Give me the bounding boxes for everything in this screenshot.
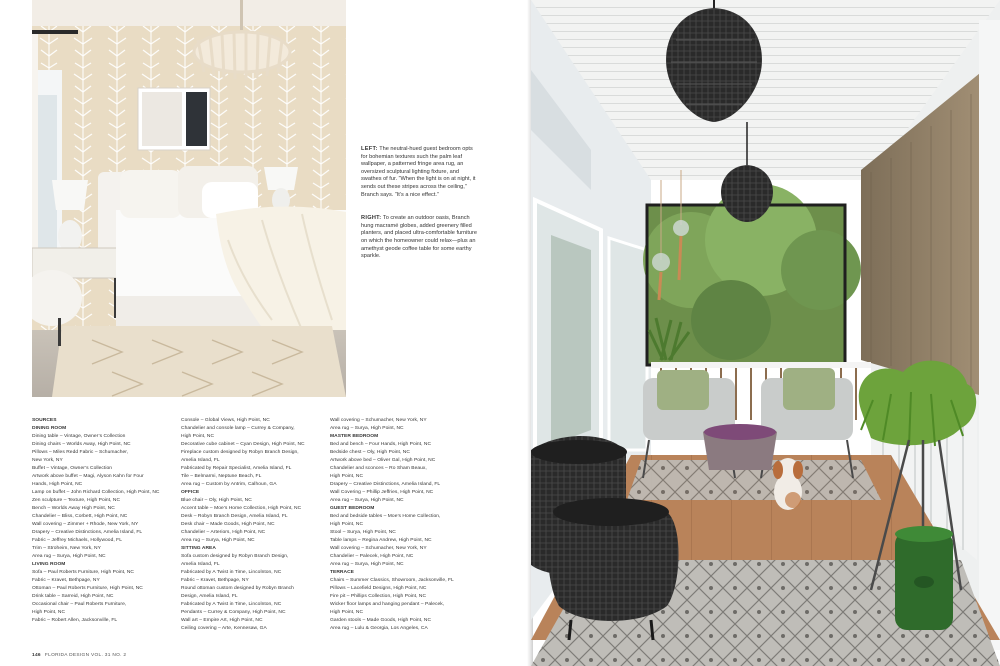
source-line: Area rug – Custom by Antrim, Calhoun, GA bbox=[181, 482, 277, 487]
source-line: Wall covering – Schumacher, New York, NY bbox=[330, 546, 427, 551]
caption-left: LEFT: The neutral-hued guest bedroom opts for bohemian textures such the palm leaf wallpaper, a patterned fringe area rug, an oversized sculptural lighting fixture, and swathes of fur. “When the light is on at night, it sends out these stripes across the ceiling,” Branch says. “It’s a nice effect.” bbox=[361, 146, 476, 198]
source-line: Table lamps – Regina Andrew, High Point, NC bbox=[330, 538, 432, 543]
source-line: Artwork above buffet – Magi, Alyson Kahn for Four bbox=[32, 474, 144, 479]
source-line: Trim – Stroheim, New York, NY bbox=[32, 546, 101, 551]
source-line: Stool – Surya, High Point, NC bbox=[330, 530, 396, 535]
source-line: Area rug – Surya, High Point, NC bbox=[32, 554, 106, 559]
source-line: Dining chairs – Worlds Away, High Point, NC bbox=[32, 442, 131, 447]
source-line: Chandelier and console lamp – Currey & Company, bbox=[181, 426, 295, 431]
source-line: Amelia Island, FL bbox=[181, 562, 220, 567]
source-line: Desk chair – Made Goods, High Point, NC bbox=[181, 522, 275, 527]
source-line: High Point, NC bbox=[32, 610, 66, 615]
source-line: Ottoman – Paul Roberts Furniture, High Point, NC bbox=[32, 586, 143, 591]
source-line: Fabric – Jeffrey Michaels, Hollywood, FL bbox=[32, 538, 122, 543]
source-line: New York, NY bbox=[32, 458, 63, 463]
source-line: Area rug – Surya, High Point, NC bbox=[330, 426, 404, 431]
source-line: Decorative cube cabinet – Cyan Design, High Point, NC bbox=[181, 442, 305, 447]
source-line: Fabric – Kravet, Bethpage, NY bbox=[32, 578, 100, 583]
source-line: Bench – Worlds Away High Point, NC bbox=[32, 506, 115, 511]
magazine-issue: FLORIDA DESIGN VOL. 31 NO. 2 bbox=[44, 653, 127, 658]
photo-captions bbox=[361, 146, 479, 277]
source-line: Amelia Island, FL bbox=[181, 458, 220, 463]
source-line: Bedside chest – Oly, High Point, NC bbox=[330, 450, 410, 455]
source-line: Drink table – Sarreid, High Point, NC bbox=[32, 594, 114, 599]
source-section-heading: MASTER BEDROOM bbox=[330, 434, 379, 439]
source-section-heading: GUEST BEDROOM bbox=[330, 506, 375, 511]
source-line: Area rug – Surya, High Point, NC bbox=[181, 538, 255, 543]
source-line: Tile – Belmarmi, Neptune Beach, FL bbox=[181, 474, 262, 479]
source-section-heading: SITTING AREA bbox=[181, 546, 216, 551]
source-line: Chairs – Summer Classics, Showroom, Jacksonville, FL bbox=[330, 578, 454, 583]
source-line: Chandelier – Palecek, High Point, NC bbox=[330, 554, 414, 559]
source-line: Area rug – Surya, High Point, NC bbox=[330, 498, 404, 503]
terrace-photo bbox=[531, 0, 1000, 666]
source-line: Wall covering – Zimmer + Rhode, New York, NY bbox=[32, 522, 139, 527]
source-section-heading: TERRACE bbox=[330, 570, 354, 575]
source-line: Desk – Robyn Branch Design, Amelia Island, FL bbox=[181, 514, 288, 519]
source-line: High Point, NC bbox=[330, 610, 364, 615]
source-line: Chandelier and sconces – Ro Sham Beaux, bbox=[330, 466, 427, 471]
source-line: Ceiling covering – Arte, Kennesaw, GA bbox=[181, 626, 267, 631]
source-line: Drapery – Creative Distinctions, Amelia Island, FL bbox=[330, 482, 441, 487]
source-line: Zen sculpture – Texture, High Point, NC bbox=[32, 498, 121, 503]
source-section-heading: DINING ROOM bbox=[32, 426, 67, 431]
source-line: Round ottoman custom designed by Robyn Branch bbox=[181, 586, 294, 591]
source-line: Sofa custom designed by Robyn Branch Design, bbox=[181, 554, 289, 559]
source-line: Accent table – Moe’s Home Collection, High Point, NC bbox=[181, 506, 302, 511]
page-number: 146 bbox=[32, 653, 41, 658]
source-line: Bed and bedside tables – Moe’s Home Collection, bbox=[330, 514, 441, 519]
source-line: Chandelier – Arteriors, High Point, NC bbox=[181, 530, 266, 535]
source-line: Wall covering – Schumacher, New York, NY bbox=[330, 418, 427, 423]
source-line: Wall art – Empire Art, High Point, NC bbox=[181, 618, 263, 623]
source-line: Fabric – Robert Allen, Jacksonville, FL bbox=[32, 618, 118, 623]
source-line: Blue chair – Oly, High Point, NC bbox=[181, 498, 252, 503]
sources-column-2 bbox=[181, 417, 321, 633]
guest-bedroom-photo bbox=[32, 0, 346, 397]
source-line: Fire pit – Phillips Collection, High Point, NC bbox=[330, 594, 427, 599]
sources-column-1 bbox=[32, 417, 172, 625]
source-line: Wall Covering – Phillip Jeffries, High Point, NC bbox=[330, 490, 434, 495]
source-line: Dining table – Vintage, Owner’s Collection bbox=[32, 434, 126, 439]
source-line: Garden stools – Made Goods, High Point, NC bbox=[330, 618, 432, 623]
source-line: Sofa – Paul Roberts Furniture, High Point, NC bbox=[32, 570, 135, 575]
source-line: Console – Global Views, High Point, NC bbox=[181, 418, 270, 423]
source-line: Pillows – Miles Redd Fabric – Schumacher, bbox=[32, 450, 129, 455]
source-line: High Point, NC bbox=[330, 474, 364, 479]
source-line: Drapery – Creative Distinctions, Amelia Island, FL bbox=[32, 530, 143, 535]
source-section-heading: LIVING ROOM bbox=[32, 562, 66, 567]
caption-right: RIGHT: To create an outdoor oasis, Branch hung macramé globes, added greenery filled planters, and placed ultra-comfortable furniture on which the homeowner could relax—plus an amethyst geode coffee table for some earthy sparkle. bbox=[361, 215, 477, 260]
source-line: Fabricated by Repair Specialist, Amelia Island, FL bbox=[181, 466, 292, 471]
source-section-heading: OFFICE bbox=[181, 490, 200, 495]
source-line: Artwork above bed – Oliver Gal, High Point, NC bbox=[330, 458, 436, 463]
source-line: Wicker floor lamps and hanging pendant – Palecek, bbox=[330, 602, 445, 607]
source-line: Pillows – Lacefield Designs, High Point, NC bbox=[330, 586, 427, 591]
source-line: Occasional chair – Paul Roberts Furniture, bbox=[32, 602, 127, 607]
source-line: Buffet – Vintage, Owner’s Collection bbox=[32, 466, 113, 471]
source-line: Hands, High Point, NC bbox=[32, 482, 83, 487]
source-line: Fireplace custom designed by Robyn Branch Design, bbox=[181, 450, 299, 455]
sources-column-3 bbox=[330, 417, 470, 633]
source-line: Fabricated by A Twist in Time, Lincolnton, NC bbox=[181, 602, 282, 607]
source-line: Pendants – Currey & Company, High Point, NC bbox=[181, 610, 286, 615]
source-section-heading: SOURCES bbox=[32, 418, 57, 423]
source-line: Bed and bench – Four Hands, High Point, NC bbox=[330, 442, 432, 447]
source-line: Chandelier – Bliss, Corbett, High Point, NC bbox=[32, 514, 128, 519]
source-line: Design, Amelia Island, FL bbox=[181, 594, 238, 599]
source-line: Fabric – Kravet, Bethpage, NY bbox=[181, 578, 249, 583]
source-line: Area rug – Lulu & Georgia, Los Angeles, CA bbox=[330, 626, 428, 631]
source-line: Fabricated by A Twist in Time, Lincolnton, NC bbox=[181, 570, 282, 575]
source-line: High Point, NC bbox=[181, 434, 215, 439]
source-line: Lamp on buffet – John Richard Collection, High Point, NC bbox=[32, 490, 160, 495]
page-folio bbox=[32, 653, 126, 658]
source-line: High Point, NC bbox=[330, 522, 364, 527]
source-line: Area rug – Surya, High Point, NC bbox=[330, 562, 404, 567]
